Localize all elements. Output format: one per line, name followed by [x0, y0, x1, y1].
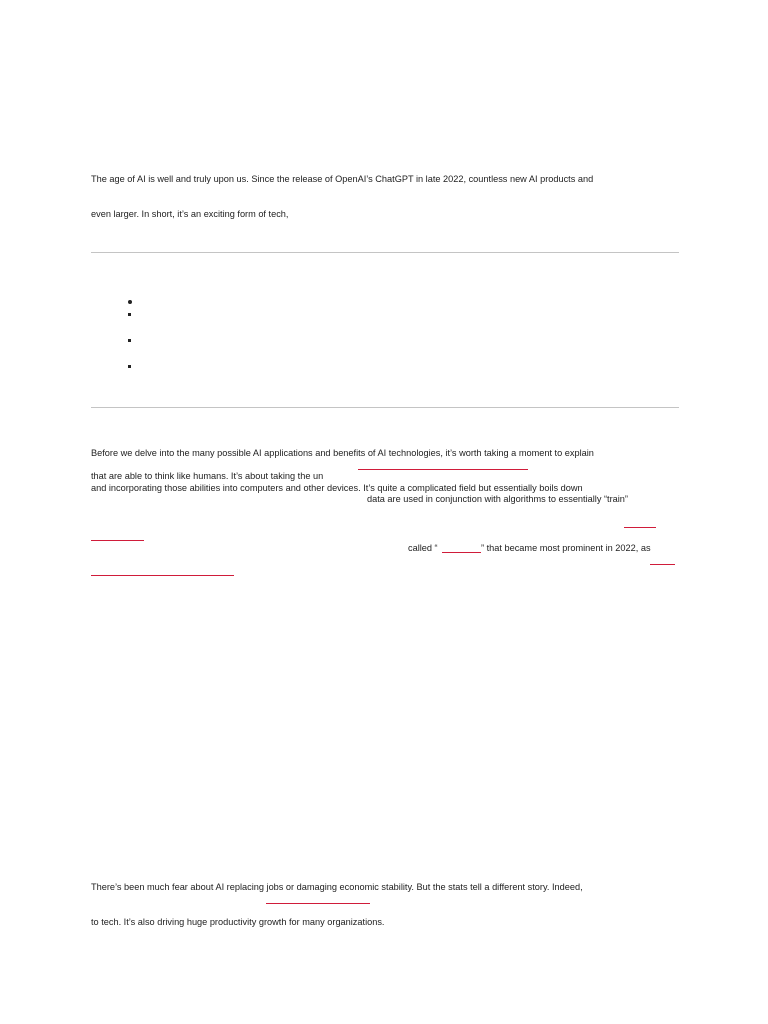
section-two-line-5-suffix: ” that became most prominent in 2022, as — [481, 543, 651, 553]
link-underline-2[interactable] — [624, 527, 656, 528]
link-underline-4[interactable] — [442, 552, 481, 553]
divider-top — [91, 252, 679, 253]
section-three-line-2: to tech. It’s also driving huge productivity growth for many organizations. — [91, 917, 385, 927]
list-bullet-3 — [128, 339, 131, 342]
link-underline-7[interactable] — [266, 903, 370, 904]
section-two-line-4: data are used in conjunction with algorithms to essentially “train” — [367, 494, 628, 504]
section-two-line-5-prefix: called “ — [408, 543, 438, 553]
link-underline-3[interactable] — [91, 540, 144, 541]
list-bullet-4 — [128, 365, 131, 368]
section-three-line-1: There’s been much fear about AI replacing jobs or damaging economic stability. But the stats tell a different story. Indeed, — [91, 882, 583, 892]
link-underline-5[interactable] — [650, 564, 675, 565]
list-bullet-2 — [128, 313, 131, 316]
section-two-line-2: that are able to think like humans. It’s about taking the un — [91, 471, 324, 481]
list-bullet-1 — [128, 300, 132, 304]
link-underline-6[interactable] — [91, 575, 234, 576]
section-two-line-1: Before we delve into the many possible AI applications and benefits of AI technologies, it’s worth taking a moment to explain — [91, 448, 594, 458]
divider-bottom — [91, 407, 679, 408]
intro-line-1: The age of AI is well and truly upon us. Since the release of OpenAI’s ChatGPT in late 2022, countless new AI products and — [91, 174, 594, 184]
intro-line-2: even larger. In short, it’s an exciting form of tech, — [91, 209, 289, 219]
link-underline-1[interactable] — [358, 469, 528, 470]
section-two-line-3: and incorporating those abilities into computers and other devices. It’s quite a complicated field but essentially boils down — [91, 483, 583, 493]
